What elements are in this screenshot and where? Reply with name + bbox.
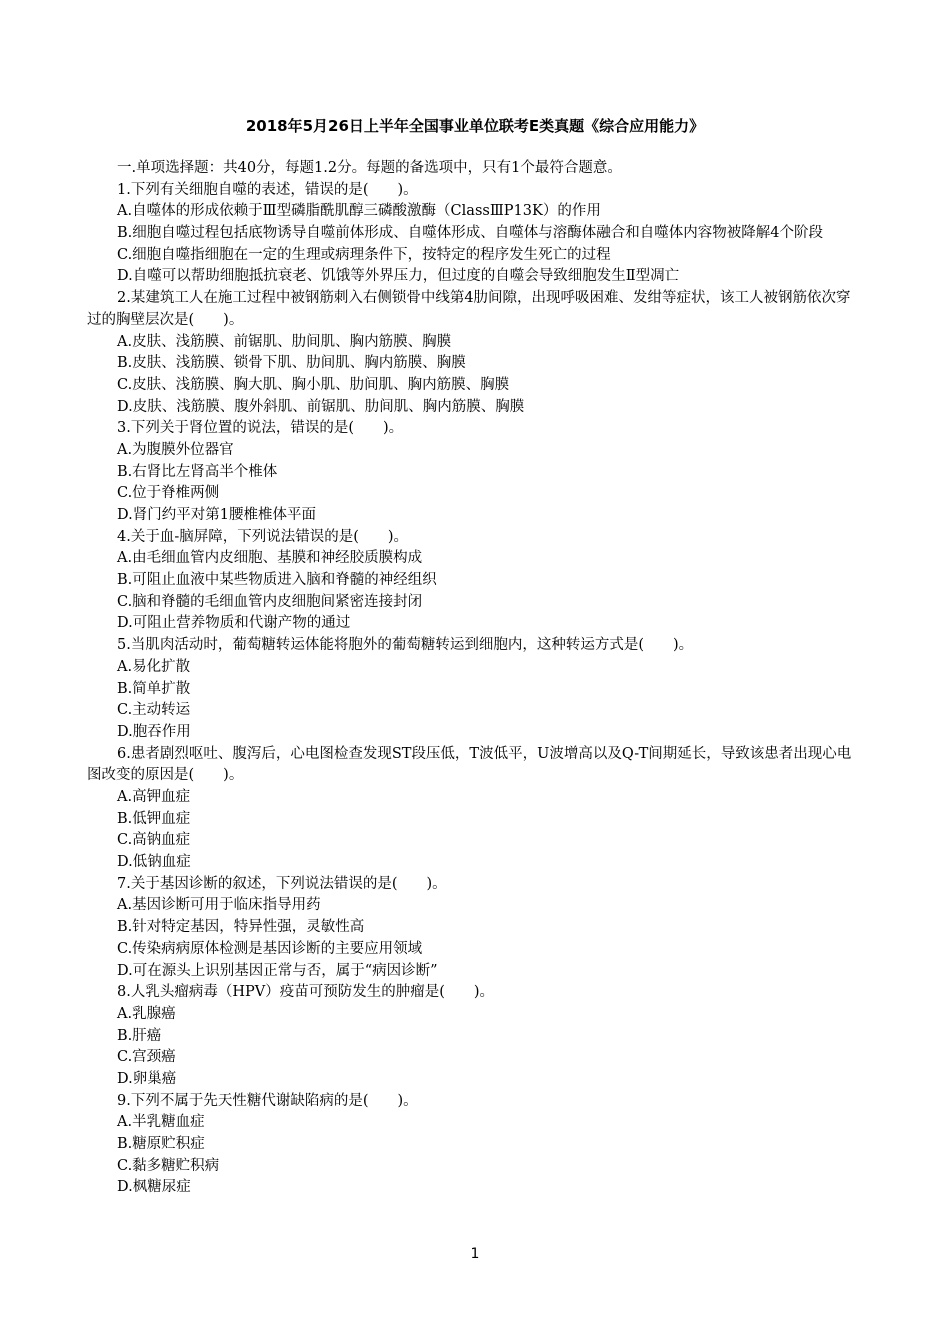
question-stem: 8.人乳头瘤病毒（HPV）疫苗可预防发生的肿瘤是( )。 [117, 984, 495, 1001]
page-number: 1 [470, 1246, 480, 1262]
option: A.为腹膜外位器官 [117, 441, 234, 458]
question-stem: 3.下列关于肾位置的说法，错误的是( )。 [117, 420, 404, 437]
option: B.细胞自噬过程包括底物诱导自噬前体形成、自噬体形成、自噬体与溶酶体融合和自噬体内容物被降解4个阶段 [117, 225, 823, 242]
option: A.乳腺癌 [117, 1005, 176, 1022]
question-stem: 9.下列不属于先天性糖代谢缺陷病的是( )。 [117, 1092, 418, 1109]
option: B.低钾血症 [117, 810, 191, 827]
option: D.胞吞作用 [117, 723, 191, 740]
option: A.高钾血症 [117, 789, 191, 806]
option: D.低钠血症 [117, 854, 191, 871]
question-stem: 4.关于血-脑屏障，下列说法错误的是( )。 [117, 528, 409, 545]
option: B.肝癌 [117, 1027, 162, 1044]
option: C.主动转运 [117, 702, 191, 719]
option: C.脑和脊髓的毛细血管内皮细胞间紧密连接封闭 [117, 593, 423, 610]
option: C.黏多糖贮积病 [117, 1157, 220, 1174]
option: D.肾门约平对第1腰椎椎体平面 [117, 507, 316, 524]
page-title: 2018年5月26日上半年全国事业单位联考E类真题《综合应用能力》 [245, 117, 705, 135]
option: C.皮肤、浅筋膜、胸大肌、胸小肌、肋间肌、胸内筋膜、胸膜 [117, 376, 510, 393]
option: B.针对特定基因，特异性强，灵敏性高 [117, 919, 365, 936]
option: B.右肾比左肾高半个椎体 [117, 463, 278, 480]
option: B.皮肤、浅筋膜、锁骨下肌、肋间肌、胸内筋膜、胸膜 [117, 355, 466, 372]
option: D.皮肤、浅筋膜、腹外斜肌、前锯肌、肋间肌、胸内筋膜、胸膜 [117, 398, 525, 415]
option: A.皮肤、浅筋膜、前锯肌、肋间肌、胸内筋膜、胸膜 [117, 333, 452, 350]
option: D.可在源头上识别基因正常与否，属于“病因诊断” [117, 962, 438, 979]
option: C.高钠血症 [117, 832, 191, 849]
option: C.位于脊椎两侧 [117, 485, 220, 502]
question-stem: 2.某建筑工人在施工过程中被钢筋刺入右侧锁骨中线第4肋间隙，出现呼吸困难、发绀等症状，该工人被钢筋依次穿过的胸壁层次是( )。 [87, 290, 851, 328]
option: B.简单扩散 [117, 680, 191, 697]
document-body [87, 158, 865, 1199]
option: B.糖原贮积症 [117, 1136, 205, 1153]
option: D.卵巢癌 [117, 1070, 177, 1087]
option: D.可阻止营养物质和代谢产物的通过 [117, 615, 351, 632]
option: A.自噬体的形成依赖于Ⅲ型磷脂酰肌醇三磷酸激酶（ClassⅢP13K）的作用 [117, 203, 601, 220]
option: C.宫颈癌 [117, 1049, 176, 1066]
option: A.易化扩散 [117, 658, 191, 675]
option: A.基因诊断可用于临床指导用药 [117, 897, 321, 914]
option: D.枫糖尿症 [117, 1179, 191, 1196]
option: C.细胞自噬指细胞在一定的生理或病理条件下，按特定的程序发生死亡的过程 [117, 246, 611, 263]
option: C.传染病病原体检测是基因诊断的主要应用领域 [117, 940, 423, 957]
option: D.自噬可以帮助细胞抵抗衰老、饥饿等外界压力，但过度的自噬会导致细胞发生Ⅱ型凋亡 [117, 268, 680, 285]
question-stem: 6.患者剧烈呕吐、腹泻后，心电图检查发现ST段压低，T波低平，U波增高以及Q-T间期延长，导致该患者出现心电图改变的原因是( )。 [87, 745, 852, 784]
question-stem: 7.关于基因诊断的叙述，下列说法错误的是( )。 [117, 875, 447, 892]
question-stem: 5.当肌肉活动时，葡萄糖转运体能将胞外的葡萄糖转运到细胞内，这种转运方式是( )。 [117, 637, 694, 654]
option: B.可阻止血液中某些物质进入脑和脊髓的神经组织 [117, 572, 437, 589]
option: A.由毛细血管内皮细胞、基膜和神经胶质膜构成 [117, 550, 423, 567]
option: A.半乳糖血症 [117, 1114, 205, 1131]
section-header: 一.单项选择题：共40分，每题1.2分。每题的备选项中，只有1个最符合题意。 [117, 160, 622, 176]
question-stem: 1.下列有关细胞自噬的表述，错误的是( )。 [117, 181, 418, 198]
